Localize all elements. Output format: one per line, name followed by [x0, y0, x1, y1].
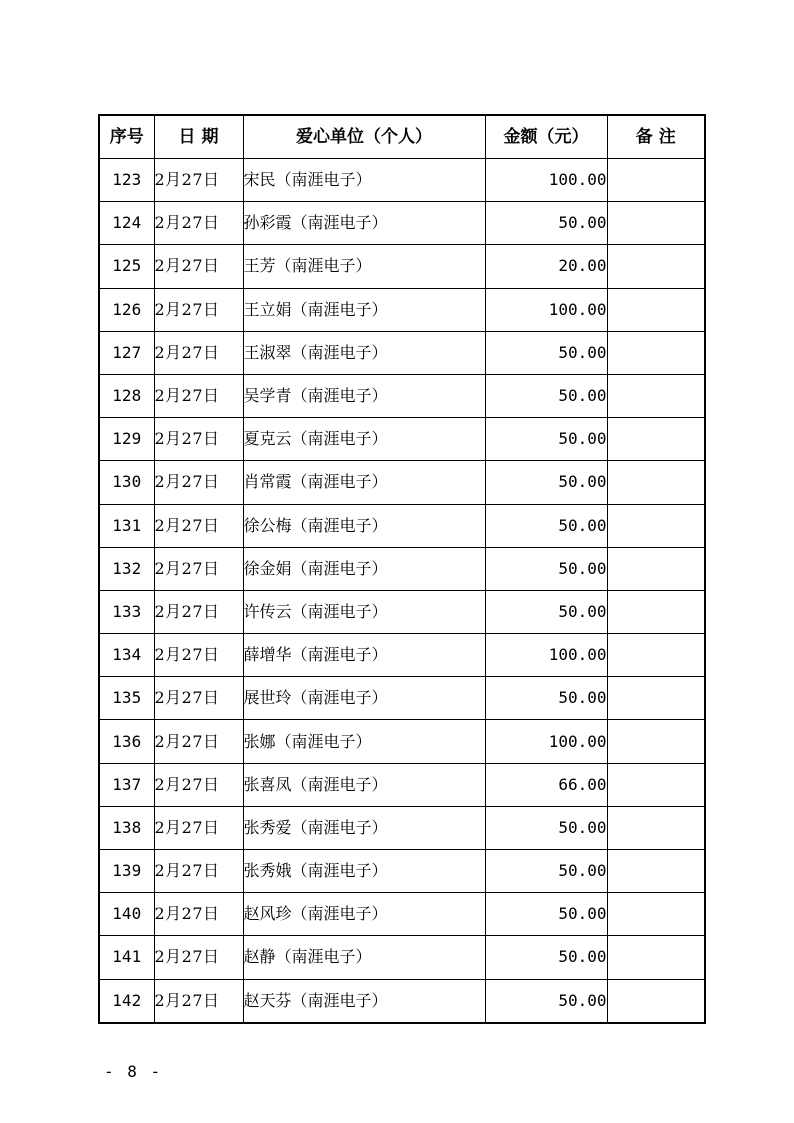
row-donor: 徐金娟（南涯电子）	[243, 547, 485, 590]
row-number: 125	[99, 245, 154, 288]
row-number: 137	[99, 763, 154, 806]
row-donor: 张娜（南涯电子）	[243, 720, 485, 763]
row-number: 130	[99, 461, 154, 504]
header-no: 序号	[99, 115, 154, 159]
row-donor: 赵静（南涯电子）	[243, 936, 485, 979]
row-note	[607, 547, 705, 590]
row-date: 2月27日	[154, 461, 243, 504]
table-body	[99, 159, 705, 1023]
row-date: 2月27日	[154, 374, 243, 417]
table-row	[99, 288, 705, 331]
row-number: 126	[99, 288, 154, 331]
row-number: 132	[99, 547, 154, 590]
row-note	[607, 461, 705, 504]
row-note	[607, 331, 705, 374]
row-amount: 100.00	[485, 634, 607, 677]
page-number: - 8 -	[104, 1062, 163, 1081]
row-amount: 50.00	[485, 461, 607, 504]
table-row	[99, 159, 705, 202]
table-row	[99, 374, 705, 417]
row-date: 2月27日	[154, 850, 243, 893]
row-donor: 展世玲（南涯电子）	[243, 677, 485, 720]
row-number: 129	[99, 418, 154, 461]
row-date: 2月27日	[154, 202, 243, 245]
table-row	[99, 979, 705, 1023]
row-donor: 张秀爱（南涯电子）	[243, 806, 485, 849]
table-row	[99, 634, 705, 677]
table-row	[99, 763, 705, 806]
table-row	[99, 850, 705, 893]
header-donor: 爱心单位（个人）	[243, 115, 485, 159]
row-donor: 吴学青（南涯电子）	[243, 374, 485, 417]
row-date: 2月27日	[154, 763, 243, 806]
row-number: 127	[99, 331, 154, 374]
row-amount: 50.00	[485, 331, 607, 374]
row-date: 2月27日	[154, 806, 243, 849]
row-note	[607, 504, 705, 547]
table-row	[99, 936, 705, 979]
row-number: 124	[99, 202, 154, 245]
row-amount: 50.00	[485, 936, 607, 979]
row-amount: 50.00	[485, 547, 607, 590]
table-row	[99, 590, 705, 633]
row-amount: 50.00	[485, 893, 607, 936]
row-date: 2月27日	[154, 159, 243, 202]
row-donor: 夏克云（南涯电子）	[243, 418, 485, 461]
row-amount: 50.00	[485, 418, 607, 461]
table-header	[99, 115, 705, 159]
row-note	[607, 763, 705, 806]
row-note	[607, 634, 705, 677]
row-amount: 50.00	[485, 202, 607, 245]
row-number: 140	[99, 893, 154, 936]
row-donor: 张喜凤（南涯电子）	[243, 763, 485, 806]
table-row	[99, 418, 705, 461]
row-donor: 宋民（南涯电子）	[243, 159, 485, 202]
row-note	[607, 374, 705, 417]
row-note	[607, 159, 705, 202]
row-number: 133	[99, 590, 154, 633]
row-amount: 20.00	[485, 245, 607, 288]
row-note	[607, 806, 705, 849]
row-date: 2月27日	[154, 634, 243, 677]
row-amount: 66.00	[485, 763, 607, 806]
row-amount: 50.00	[485, 979, 607, 1023]
row-number: 138	[99, 806, 154, 849]
row-amount: 50.00	[485, 590, 607, 633]
row-donor: 王立娟（南涯电子）	[243, 288, 485, 331]
row-amount: 100.00	[485, 720, 607, 763]
row-donor: 王淑翠（南涯电子）	[243, 331, 485, 374]
table-row	[99, 504, 705, 547]
row-amount: 100.00	[485, 159, 607, 202]
row-date: 2月27日	[154, 331, 243, 374]
table-row	[99, 331, 705, 374]
row-donor: 许传云（南涯电子）	[243, 590, 485, 633]
row-amount: 50.00	[485, 677, 607, 720]
donation-table	[98, 114, 706, 1024]
row-note	[607, 245, 705, 288]
row-date: 2月27日	[154, 936, 243, 979]
row-donor: 薛增华（南涯电子）	[243, 634, 485, 677]
row-number: 128	[99, 374, 154, 417]
row-note	[607, 418, 705, 461]
row-amount: 50.00	[485, 806, 607, 849]
table-row	[99, 461, 705, 504]
row-donor: 赵天芬（南涯电子）	[243, 979, 485, 1023]
row-donor: 徐公梅（南涯电子）	[243, 504, 485, 547]
table-row	[99, 202, 705, 245]
row-note	[607, 720, 705, 763]
row-note	[607, 590, 705, 633]
row-note	[607, 979, 705, 1023]
row-note	[607, 893, 705, 936]
row-date: 2月27日	[154, 979, 243, 1023]
row-number: 136	[99, 720, 154, 763]
row-number: 139	[99, 850, 154, 893]
row-date: 2月27日	[154, 590, 243, 633]
header-amount: 金额（元）	[485, 115, 607, 159]
header-row	[99, 115, 705, 159]
table-row	[99, 245, 705, 288]
row-number: 123	[99, 159, 154, 202]
row-number: 135	[99, 677, 154, 720]
row-donor: 赵风珍（南涯电子）	[243, 893, 485, 936]
row-note	[607, 677, 705, 720]
row-date: 2月27日	[154, 720, 243, 763]
row-number: 141	[99, 936, 154, 979]
row-amount: 50.00	[485, 850, 607, 893]
row-amount: 100.00	[485, 288, 607, 331]
row-donor: 肖常霞（南涯电子）	[243, 461, 485, 504]
table-row	[99, 677, 705, 720]
row-date: 2月27日	[154, 504, 243, 547]
row-date: 2月27日	[154, 547, 243, 590]
row-amount: 50.00	[485, 504, 607, 547]
row-date: 2月27日	[154, 245, 243, 288]
table-row	[99, 547, 705, 590]
row-donor: 孙彩霞（南涯电子）	[243, 202, 485, 245]
row-note	[607, 936, 705, 979]
row-date: 2月27日	[154, 288, 243, 331]
row-donor: 王芳（南涯电子）	[243, 245, 485, 288]
row-donor: 张秀娥（南涯电子）	[243, 850, 485, 893]
table-row	[99, 720, 705, 763]
row-number: 142	[99, 979, 154, 1023]
table-row	[99, 893, 705, 936]
row-number: 131	[99, 504, 154, 547]
row-note	[607, 850, 705, 893]
row-amount: 50.00	[485, 374, 607, 417]
header-note: 备 注	[607, 115, 705, 159]
row-number: 134	[99, 634, 154, 677]
row-note	[607, 202, 705, 245]
row-date: 2月27日	[154, 893, 243, 936]
row-note	[607, 288, 705, 331]
row-date: 2月27日	[154, 418, 243, 461]
header-date: 日 期	[154, 115, 243, 159]
table-row	[99, 806, 705, 849]
row-date: 2月27日	[154, 677, 243, 720]
